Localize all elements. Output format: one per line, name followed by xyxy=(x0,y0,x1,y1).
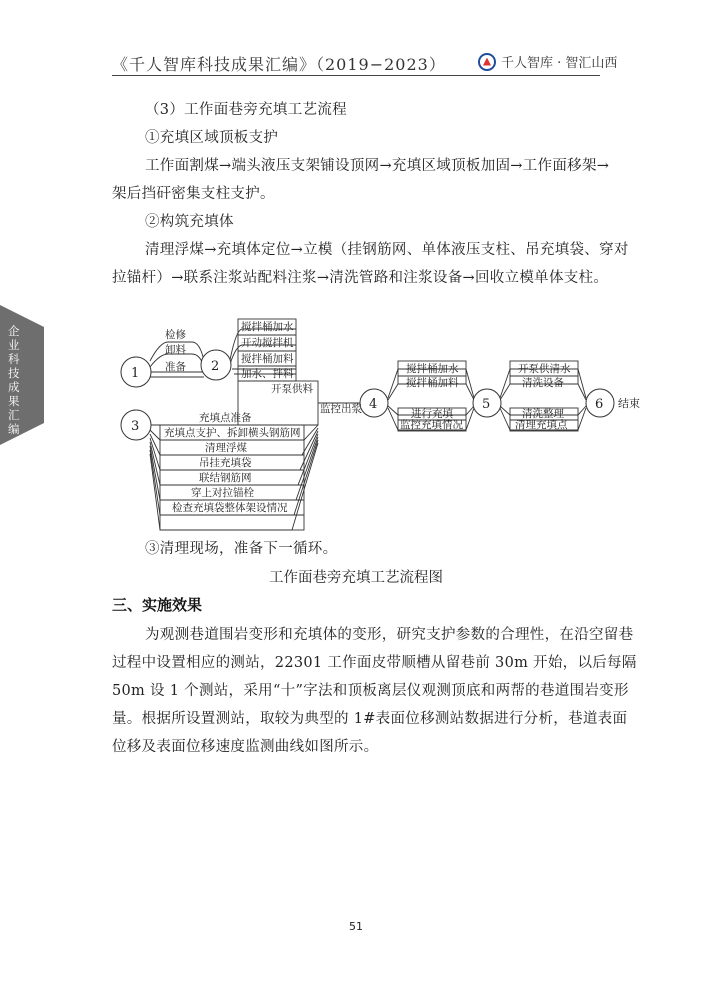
task-5-a: 开泵供清水 xyxy=(518,363,571,375)
side-tab-text: 企业科技成果汇编 xyxy=(8,324,20,436)
heading-3: （3）工作面巷旁充填工艺流程 xyxy=(145,102,347,118)
line-1b: 架后挡矸密集支柱支护。 xyxy=(112,186,275,202)
node-label-2: 2 xyxy=(211,359,220,374)
end-label: 结束 xyxy=(618,397,640,410)
task-3-e: 联结钢筋网 xyxy=(199,472,252,484)
task-3-d: 吊挂充填袋 xyxy=(199,457,252,469)
para-line-4: 量。根据所设置测站，取较为典型的 1#表面位移测站数据进行分析，巷道表面 xyxy=(112,711,628,727)
para-line-5: 位移及表面位移速度监测曲线如图所示。 xyxy=(112,739,379,755)
task-4-b: 搅拌桶加料 xyxy=(406,377,459,389)
task-3-a: 充填点准备 xyxy=(199,412,252,424)
task-3-b: 充填点支护、拆卸横头钢筋网 xyxy=(164,427,301,439)
task-1-2-b: 卸料 xyxy=(165,344,186,356)
task-5-c: 清洗整理 xyxy=(522,408,564,420)
page-number: 51 xyxy=(349,920,363,933)
line-2a: 清理浮煤→充填体定位→立模（挂钢筋网、单体液压支柱、吊充填袋、穿对 xyxy=(145,242,629,258)
task-2-a: 搅拌桶加水 xyxy=(241,321,294,333)
task-2-c: 搅拌桶加料 xyxy=(241,353,294,365)
task-3-g: 检查充填袋整体架设情况 xyxy=(172,502,288,514)
node-label-5: 5 xyxy=(482,397,491,412)
node-label-1: 1 xyxy=(131,366,140,381)
task-2-d: 加水、拌料 xyxy=(241,368,294,380)
node-label-3: 3 xyxy=(131,419,140,434)
header-rule xyxy=(112,75,600,76)
sub-2: ②构筑充填体 xyxy=(145,214,234,230)
node-label-6: 6 xyxy=(595,397,604,412)
pump-label: 开泵供料 xyxy=(271,383,313,395)
header-logo xyxy=(478,52,617,71)
task-4-d: 监控充填情况 xyxy=(400,419,463,431)
header-title: 《千人智库科技成果汇编》（2019−2023） xyxy=(112,55,446,74)
sub-3: ③清理现场，准备下一循环。 xyxy=(145,541,338,557)
task-3-c: 清理浮煤 xyxy=(205,442,247,454)
task-1-2-a: 检修 xyxy=(165,329,186,341)
task-5-b: 清洗设备 xyxy=(522,377,564,389)
section-heading: 三、实施效果 xyxy=(112,596,203,614)
task-4-a: 搅拌桶加水 xyxy=(406,363,459,375)
para-line-3: 50m 设 1 个测站，采用“十”字法和顶板离层仪观测顶底和两帮的巷道围岩变形 xyxy=(112,683,629,699)
monitor-label: 监控出浆 xyxy=(320,403,362,415)
logo-text: 千人智库 · 智汇山西 xyxy=(501,56,618,71)
para-line-1: 为观测巷道围岩变形和充填体的变形，研究支护参数的合理性，在沿空留巷 xyxy=(145,627,634,643)
para-line-2: 过程中设置相应的测站，22301 工作面皮带顺槽从留巷前 30m 开始，以后每隔 xyxy=(112,655,637,671)
node-label-4: 4 xyxy=(369,397,378,412)
task-1-2-c: 准备 xyxy=(165,361,186,373)
line-2b: 拉锚杆）→联系注浆站配料注浆→清洗管路和注浆设备→回收立模单体支柱。 xyxy=(112,270,609,286)
task-3-f: 穿上对拉锚栓 xyxy=(191,487,254,499)
task-2-b: 开动搅拌机 xyxy=(241,337,294,349)
figure-caption: 工作面巷旁充填工艺流程图 xyxy=(269,570,443,586)
sub-1: ①充填区域顶板支护 xyxy=(145,130,279,146)
flow-diagram xyxy=(0,305,712,535)
task-5-d: 清理充填点 xyxy=(515,419,568,431)
task-4-c: 进行充填 xyxy=(411,408,453,420)
line-1a: 工作面割煤→端头液压支架铺设顶网→充填区域顶板加固→工作面移架→ xyxy=(145,158,610,174)
logo-icon xyxy=(478,53,496,71)
